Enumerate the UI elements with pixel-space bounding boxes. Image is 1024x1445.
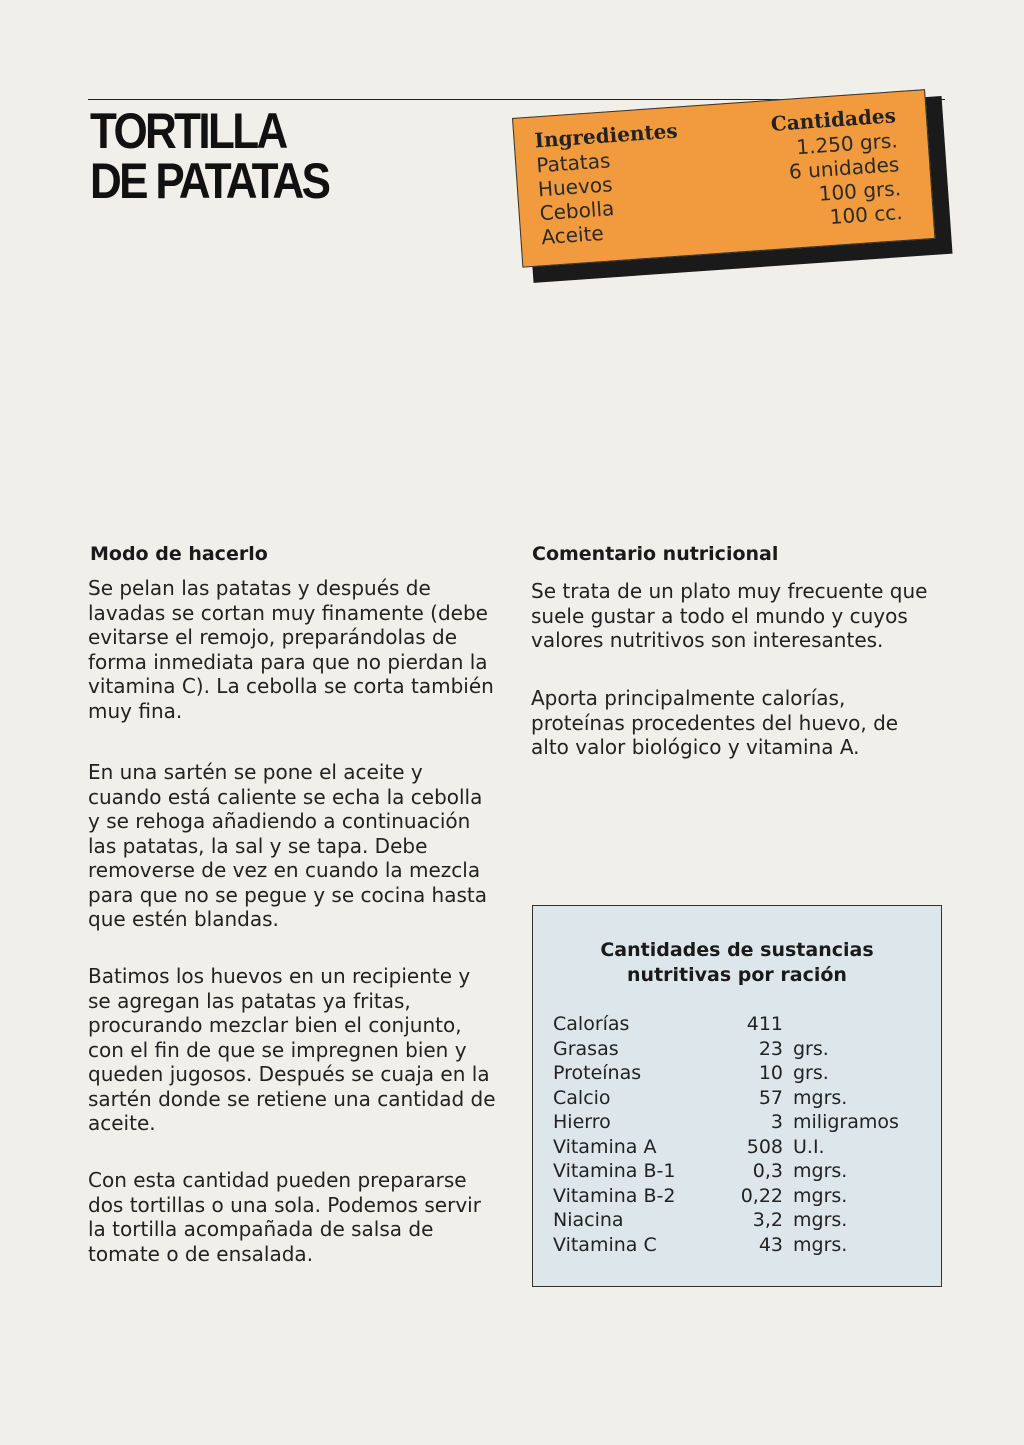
comment-paragraph: Se trata de un plato muy frecuente que suele gustar a todo el mundo y cuyos valores nutritivos son interesantes. [531, 579, 928, 652]
nutrition-table-title [533, 938, 941, 988]
nutrient-value: 23 [758, 1037, 783, 1060]
recipe-title [90, 103, 329, 209]
ingredient-name: Huevos [537, 172, 614, 202]
nutrition-title-line-1: Cantidades de sustancias [600, 939, 874, 961]
ingredient-quantity: 1.250 grs. [795, 128, 899, 160]
nutrient-value: 0,22 [740, 1184, 783, 1207]
nutrition-row [553, 1086, 933, 1111]
method-paragraph: Con esta cantidad pueden prepararse dos tortillas o una sola. Podemos servir la tortilla acompañada de salsa de tomate o de ensalada. [88, 1168, 481, 1266]
nutrient-unit: mgrs. [793, 1184, 848, 1207]
nutrition-row [553, 1061, 933, 1086]
nutrition-rows [553, 1012, 933, 1257]
nutrient-label: Calcio [553, 1086, 611, 1109]
ingredients-quantities-column [770, 102, 903, 232]
nutrient-unit: miligramos [793, 1111, 899, 1133]
nutrient-value: 43 [758, 1233, 783, 1256]
quantities-header: Cantidades [770, 103, 897, 136]
title-line-2: DE PATATAS [90, 153, 329, 209]
nutrient-label: Calorías [553, 1013, 630, 1035]
method-paragraph: En una sartén se pone el aceite y cuando está caliente se echa la cebolla y se rehoga añadiendo a continuación las patatas, la sal y se tapa. Debe removerse de vez en cuando la mezcla para que no se pegue y se cocina hasta que estén blandas. [88, 760, 488, 931]
nutrient-value: 0,3 [752, 1160, 783, 1182]
ingredient-name: Cebolla [538, 196, 615, 226]
ingredient-name: Aceite [540, 220, 605, 250]
ingredients-header: Ingredientes [533, 118, 679, 153]
nutrient-value: 3 [770, 1111, 783, 1133]
nutrition-row [553, 1208, 933, 1233]
nutrient-label: Vitamina A [553, 1135, 657, 1158]
nutrient-unit: U.I. [793, 1135, 825, 1158]
ingredient-quantity: 6 unidades [788, 152, 900, 184]
nutrition-row [553, 1110, 933, 1135]
nutrition-title-line-2: nutritivas por ración [627, 964, 847, 986]
nutrient-label: Proteínas [553, 1062, 642, 1084]
nutrient-value: 10 [758, 1062, 783, 1084]
nutrient-unit: mgrs. [793, 1209, 848, 1231]
nutrition-row [553, 1135, 933, 1160]
ingredient-quantity: 100 cc. [828, 200, 904, 230]
nutrient-unit: mgrs. [793, 1233, 848, 1256]
nutrition-row [553, 1184, 933, 1209]
title-line-1: TORTILLA [90, 103, 286, 159]
nutrient-value: 57 [758, 1086, 783, 1109]
ingredient-name: Patatas [535, 148, 612, 178]
nutrient-value: 3,2 [752, 1209, 783, 1231]
ingredients-card [512, 88, 953, 284]
nutrient-label: Vitamina B-1 [553, 1160, 676, 1182]
nutrient-label: Grasas [553, 1037, 619, 1060]
nutrient-label: Niacina [553, 1209, 624, 1231]
nutrient-label: Vitamina B-2 [553, 1184, 676, 1207]
nutrient-label: Vitamina C [553, 1233, 657, 1256]
ingredient-quantity: 100 grs. [817, 176, 902, 206]
nutrient-unit: grs. [793, 1037, 829, 1060]
comment-paragraph: Aporta principalmente calorías, proteínas procedentes del huevo, de alto valor biológico y vitamina A. [531, 686, 899, 759]
nutrient-label: Hierro [553, 1111, 611, 1133]
nutrient-value: 508 [746, 1135, 783, 1158]
method-paragraph: Batimos los huevos en un recipiente y se agregan las patatas ya fritas, procurando mezclar bien el conjunto, con el fin de que se impregnen bien y queden jugosos. Después se cuaja en la sartén donde se retiene una cantidad de aceite. [88, 964, 496, 1135]
ingredients-card-face [512, 89, 935, 268]
nutrition-row [553, 1012, 933, 1037]
nutrient-unit: mgrs. [793, 1160, 848, 1182]
nutrition-row [553, 1233, 933, 1258]
nutrient-value: 411 [746, 1013, 783, 1035]
nutrition-comment-heading: Comentario nutricional [532, 543, 779, 565]
nutrition-table-box [532, 905, 942, 1287]
nutrient-unit: mgrs. [793, 1086, 848, 1109]
nutrient-unit: grs. [793, 1062, 829, 1084]
nutrition-row [553, 1037, 933, 1062]
nutrition-row [553, 1159, 933, 1184]
method-paragraph: Se pelan las patatas y después de lavadas se cortan muy finamente (debe evitarse el remojo, preparándolas de forma inmediata para que no pierdan la vitamina C). La cebolla se corta también muy fina. [88, 576, 494, 723]
method-heading: Modo de hacerlo [90, 543, 268, 565]
ingredients-names-column [534, 118, 685, 250]
